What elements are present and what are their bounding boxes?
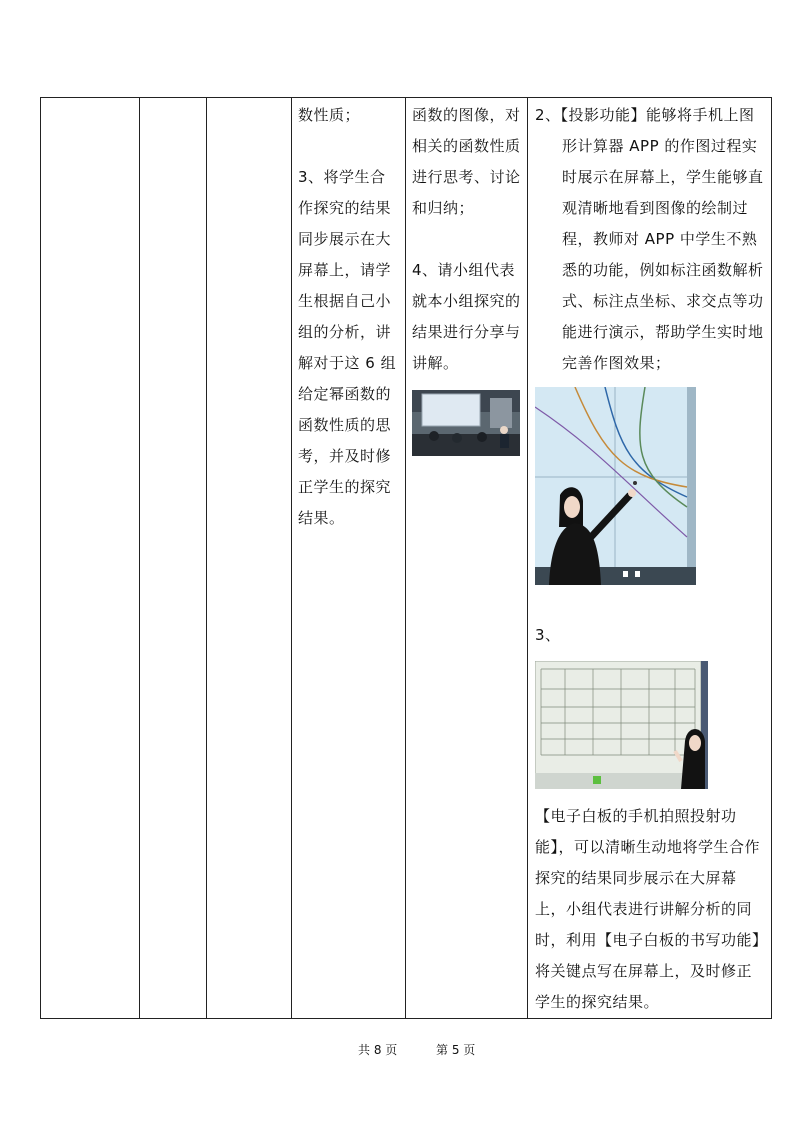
- teacher-activity-step-3: 3、将学生合作探究的结果同步展示在大屏幕上，请学生根据自己小组的分析，讲解对于这 6 组给定幂函数的函数性质的思考，并及时修正学生的探究结果。: [298, 168, 397, 527]
- technology-use-cell: [528, 98, 772, 1019]
- classroom-photo: [412, 390, 520, 456]
- table-cell-empty-2: [140, 98, 207, 1019]
- lesson-plan-table: [40, 97, 772, 1019]
- graphing-projection-photo: [535, 387, 696, 585]
- current-page: 第 5 页: [436, 1043, 476, 1057]
- total-pages: 共 8 页: [358, 1043, 398, 1057]
- whiteboard-projection-photo: [535, 661, 708, 789]
- teacher-activity-cell: [292, 98, 406, 1019]
- table-cell-empty-1: [41, 98, 140, 1019]
- student-activity-text: 函数的图像，对相关的函数性质进行思考、讨论和归纳；: [412, 106, 521, 217]
- item-3-label: 3、: [535, 626, 561, 644]
- table-cell-empty-3: [207, 98, 292, 1019]
- student-activity-cell: [406, 98, 528, 1019]
- whiteboard-function-text: 【电子白板的手机拍照投射功能】，可以清晰生动地将学生合作探究的结果同步展示在大屏幕上，小组代表进行讲解分析的同时，利用【电子白板的书写功能】将关键点写在屏幕上，及时修正学生的探究结果。: [535, 807, 761, 1011]
- student-activity-step-4: 4、请小组代表就本小组探究的结果进行分享与讲解。: [412, 261, 521, 372]
- projection-function-item: 2、【投影功能】能够将手机上图形计算器 APP 的作图过程实时展示在屏幕上，学生能够直观清晰地看到图像的绘制过程，教师对 APP 中学生不熟悉的功能，例如标注函数解析式、标注点坐标、求交点等功能进行演示，帮助学生实时地完善作图效果；: [535, 106, 764, 372]
- table-row: [41, 98, 772, 1019]
- teacher-activity-line: 数性质；: [298, 106, 361, 124]
